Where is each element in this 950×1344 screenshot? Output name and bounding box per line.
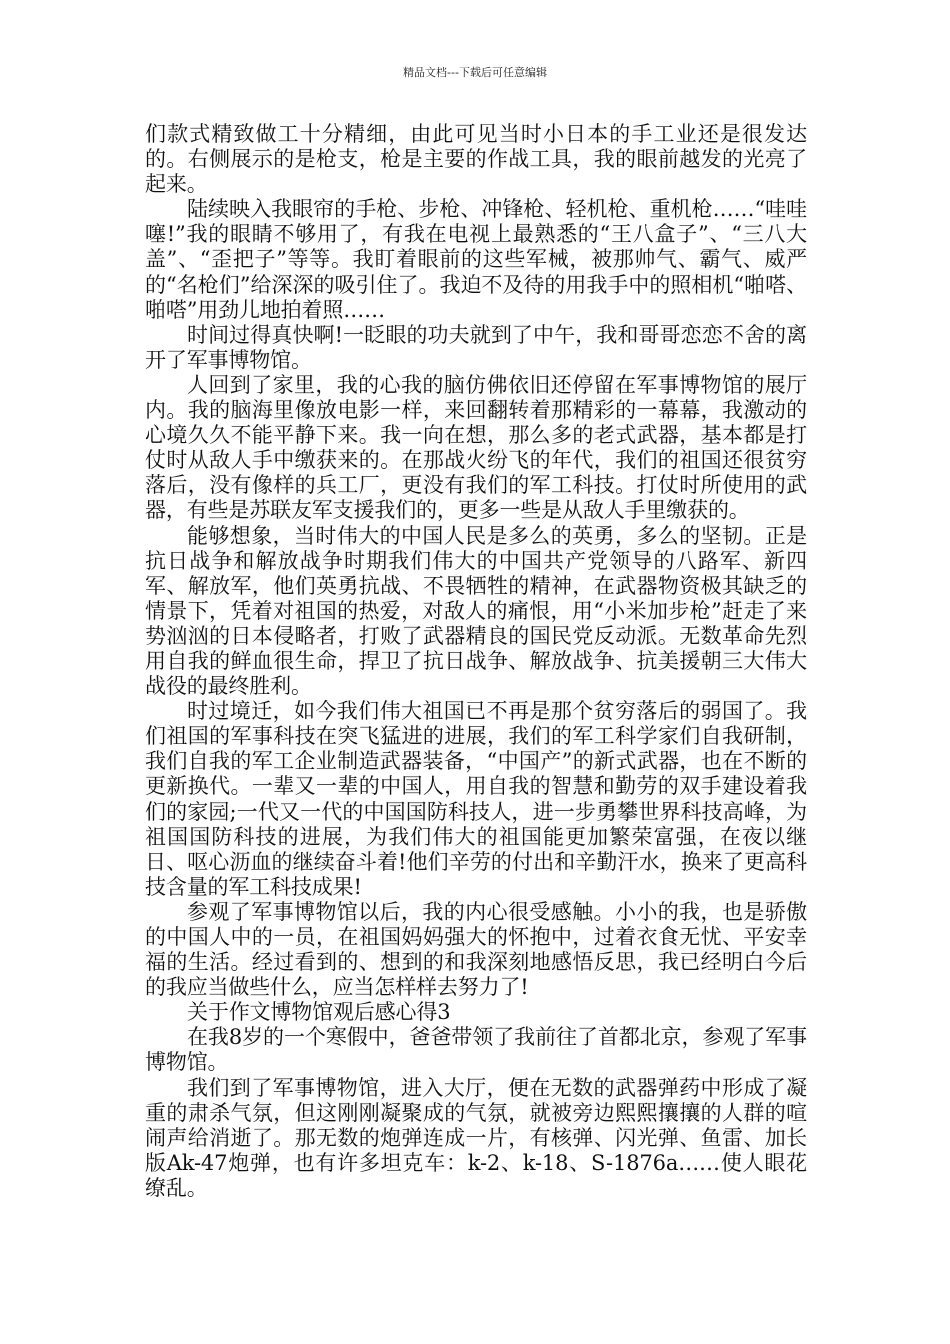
paragraph: 在我8岁的一个寒假中，爸爸带领了我前往了首都北京，参观了军事博物馆。 — [145, 1025, 807, 1075]
paragraph: 时间过得真快啊!一眨眼的功夫就到了中午，我和哥哥恋恋不舍的离开了军事博物馆。 — [145, 322, 807, 372]
paragraph: 陆续映入我眼帘的手枪、步枪、冲锋枪、轻机枪、重机枪……“哇哇噻!”我的眼睛不够用了，有我在电视上最熟悉的“王八盒子”、“三八大盖”、“歪把子”等等。我盯着眼前的这些军械，被那帅气、霸气、威严的“名枪们”给深深的吸引住了。我迫不及待的用我手中的照相机“啪嗒、啪嗒”用劲儿地拍着照…… — [145, 197, 807, 322]
document-body — [145, 122, 807, 1201]
paragraph: 能够想象，当时伟大的中国人民是多么的英勇，多么的坚韧。正是抗日战争和解放战争时期我们伟大的中国共产党领导的八路军、新四军、解放军，他们英勇抗战、不畏牺牲的精神，在武器物资极其缺乏的情景下，凭着对祖国的热爱，对敌人的痛恨，用“小米加步枪”赶走了来势汹汹的日本侵略者，打败了武器精良的国民党反动派。无数革命先烈用自我的鲜血很生命，捍卫了抗日战争、解放战争、抗美援朝三大伟大战役的最终胜利。 — [145, 523, 807, 699]
paragraph: 参观了军事博物馆以后，我的内心很受感触。小小的我，也是骄傲的中国人中的一员，在祖国妈妈强大的怀抱中，过着衣食无忧、平安幸福的生活。经过看到的、想到的和我深刻地感悟反思，我已经明白今后的我应当做些什么，应当怎样样去努力了! — [145, 899, 807, 1000]
section-title: 关于作文博物馆观后感心得3 — [187, 1000, 451, 1025]
paragraph: 我们到了军事博物馆，进入大厅，便在无数的武器弹药中形成了凝重的肃杀气氛，但这刚刚凝聚成的气氛，就被旁边熙熙攘攘的人群的喧闹声给消逝了。那无数的炮弹连成一片，有核弹、闪光弹、鱼雷、加长版Ak-47炮弹，也有许多坦克车：k-2、k-18、S-1876a……使人眼花缭乱。 — [145, 1075, 807, 1200]
paragraph: 人回到了家里，我的心我的脑仿佛依旧还停留在军事博物馆的展厅内。我的脑海里像放电影一样，来回翻转着那精彩的一幕幕，我激动的心境久久不能平静下来。我一向在想，那么多的老式武器，基本都是打仗时从敌人手中缴获来的。在那战火纷飞的年代，我们的祖国还很贫穷落后，没有像样的兵工厂，更没有我们的军工科技。打仗时所使用的武器，有些是苏联友军支援我们的，更多一些是从敌人手里缴获的。 — [145, 372, 807, 523]
page-header: 精品文档---下载后可任意编辑 — [403, 66, 547, 79]
paragraph: 们款式精致做工十分精细，由此可见当时小日本的手工业还是很发达的。右侧展示的是枪支，枪是主要的作战工具，我的眼前越发的光亮了起来。 — [145, 122, 807, 197]
paragraph: 时过境迁，如今我们伟大祖国已不再是那个贫穷落后的弱国了。我们祖国的军事科技在突飞猛进的进展，我们的军工科学家们自我研制，我们自我的军工企业制造武器装备，“中国产”的新式武器，也在不断的更新换代。一辈又一辈的中国人，用自我的智慧和勤劳的双手建设着我们的家园;一代又一代的中国国防科技人，进一步勇攀世界科技高峰，为祖国国防科技的进展，为我们伟大的祖国能更加繁荣富强，在夜以继日、呕心沥血的继续奋斗着!他们辛劳的付出和辛勤汗水，换来了更高科技含量的军工科技成果! — [145, 699, 807, 899]
